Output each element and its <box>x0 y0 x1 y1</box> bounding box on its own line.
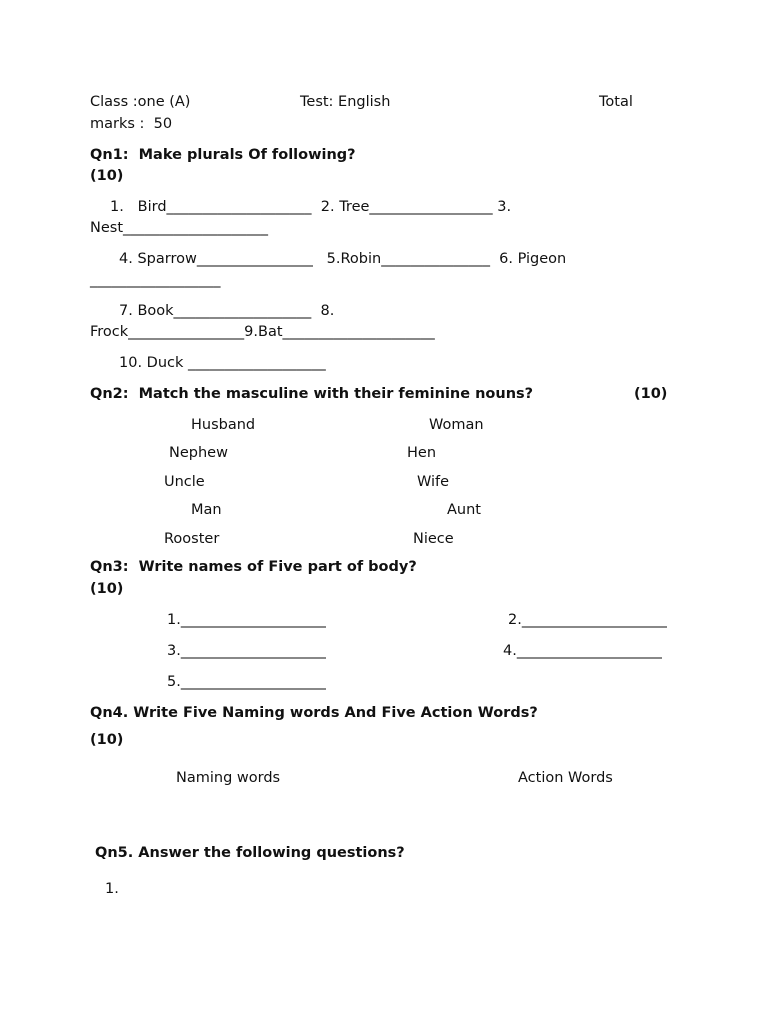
q1-line2-cont: __________________ <box>90 272 221 288</box>
naming-words-label: Naming words <box>176 770 281 786</box>
body-part-blank: 3.____________________ <box>167 643 326 659</box>
test-label: Test: English <box>300 94 391 110</box>
q3-title: Qn3: Write names of Five part of body? <box>90 559 417 575</box>
q4-title: Qn4. Write Five Naming words And Five Action Words? <box>90 705 538 721</box>
q2-title: Qn2: Match the masculine with their feminine nouns? <box>90 386 534 402</box>
q1-line1-cont: Nest____________________ <box>90 220 269 236</box>
body-part-blank: 2.____________________ <box>508 612 667 628</box>
feminine-noun: Aunt <box>447 502 481 518</box>
q1-line3: 7. Book___________________ 8. <box>119 303 335 319</box>
feminine-noun: Niece <box>413 531 454 547</box>
q4-marks: (10) <box>90 732 124 748</box>
q5-item-number: 1. <box>105 881 119 897</box>
feminine-noun: Woman <box>429 417 484 433</box>
q1-line3-cont: Frock________________9.Bat_____________________ <box>90 324 435 340</box>
body-part-blank: 4.____________________ <box>503 643 662 659</box>
q1-line1: 1. Bird____________________ 2. Tree_________________ 3. <box>110 199 512 215</box>
feminine-noun: Wife <box>417 474 450 490</box>
q5-title: Qn5. Answer the following questions? <box>95 845 405 861</box>
masculine-noun: Husband <box>191 417 256 433</box>
feminine-noun: Hen <box>407 445 437 461</box>
q1-title: Qn1: Make plurals Of following? <box>90 147 356 163</box>
class-label: Class :one (A) <box>90 94 191 110</box>
masculine-noun: Man <box>191 502 222 518</box>
q3-marks: (10) <box>90 581 124 597</box>
action-words-label: Action Words <box>518 770 613 786</box>
masculine-noun: Nephew <box>169 445 228 461</box>
marks-label: marks : 50 <box>90 116 173 132</box>
body-part-blank: 1.____________________ <box>167 612 326 628</box>
masculine-noun: Rooster <box>164 531 220 547</box>
body-part-blank: 5.____________________ <box>167 674 326 690</box>
q2-marks: (10) <box>634 386 668 402</box>
total-label: Total <box>599 94 633 110</box>
q1-line2: 4. Sparrow________________ 5.Robin_______________ 6. Pigeon <box>119 251 567 267</box>
q1-marks: (10) <box>90 168 124 184</box>
q1-line4: 10. Duck ___________________ <box>119 355 326 371</box>
masculine-noun: Uncle <box>164 474 205 490</box>
